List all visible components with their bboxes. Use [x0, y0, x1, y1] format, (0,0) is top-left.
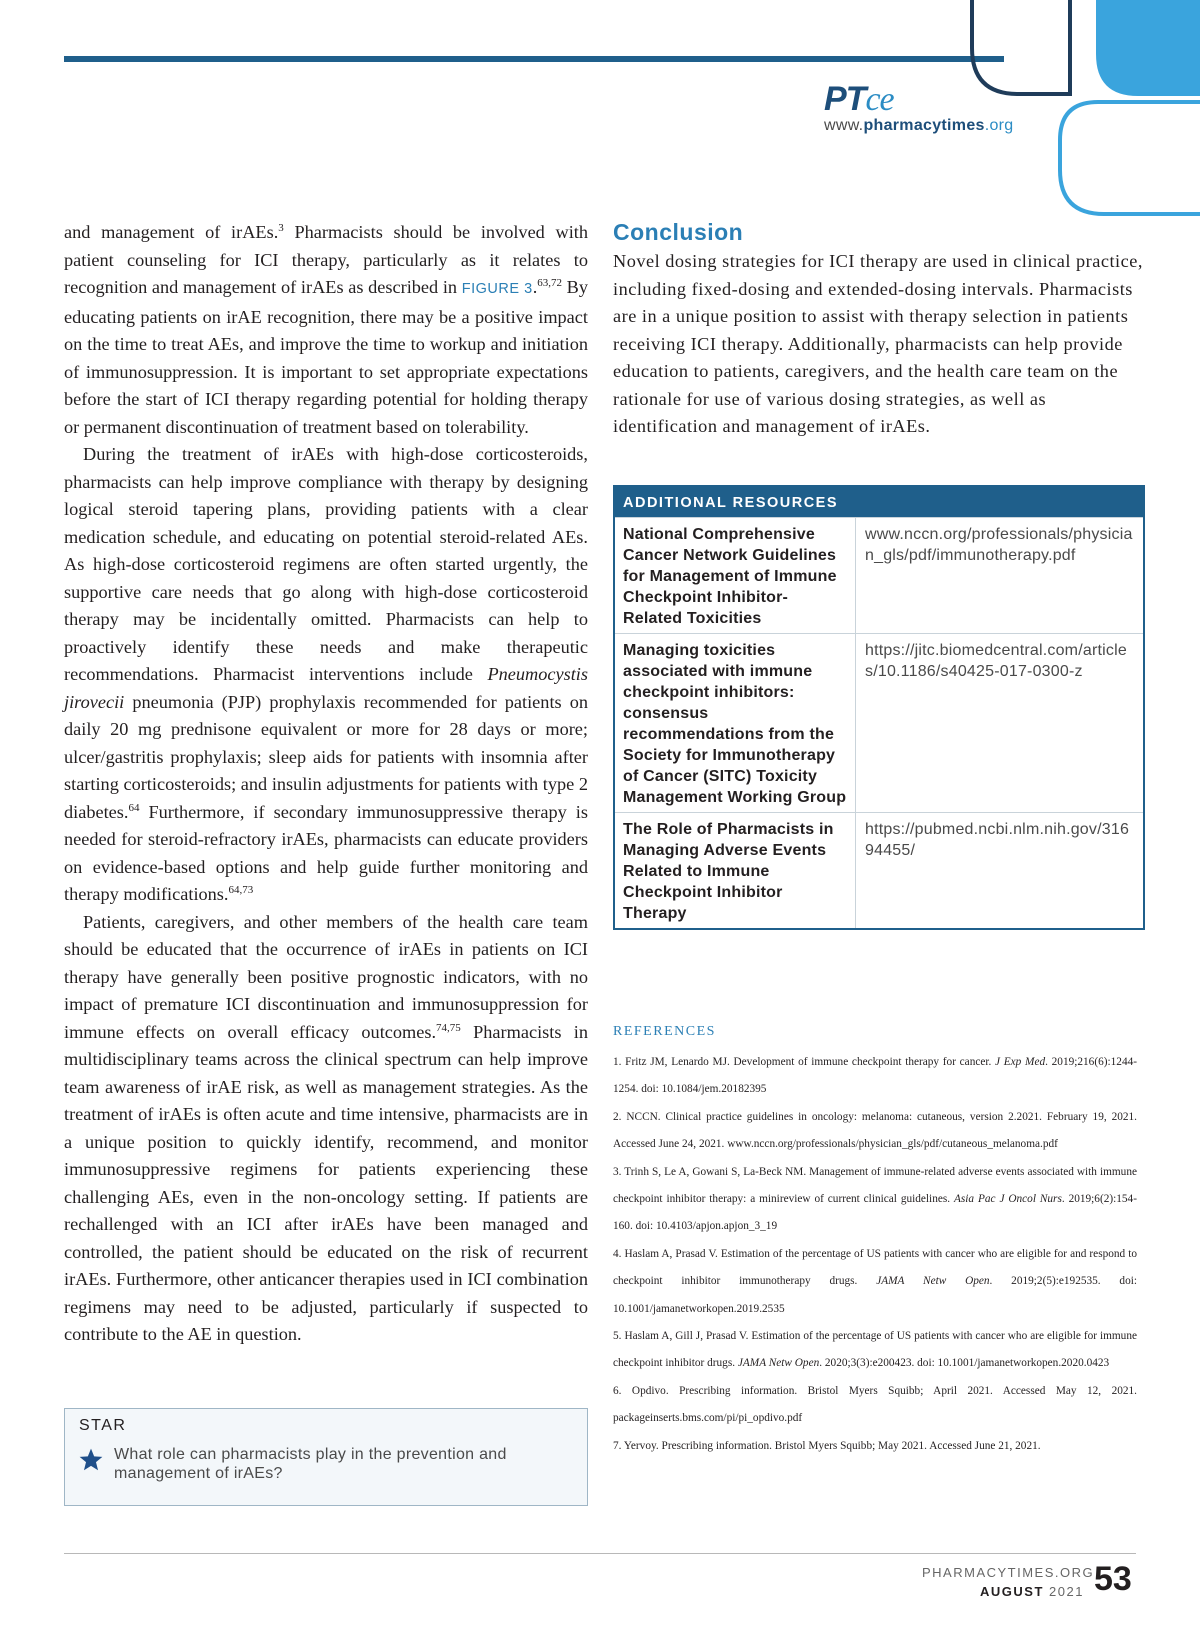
footer-issue-date	[980, 1584, 1084, 1599]
reference-text: . 2020;3(3):e200423. doi: 10.1001/jamanetworkopen.2020.0423	[819, 1357, 1110, 1370]
p2-italic-term: Pneumocystis jirovecii	[64, 664, 588, 712]
p1-text-4: By educating patients on irAE recognition, there may be a positive impact on the time to treat AEs, and improve the time to workup and initiation of immunosuppression. It is important to set appropriate expectations before the start of ICI therapy regarding potential for holding therapy or permanent discontinuation of treatment based on tolerability.	[64, 277, 589, 437]
reference-journal: J Exp Med	[995, 1056, 1046, 1068]
references-list	[613, 1049, 1137, 1460]
paragraph-1	[64, 219, 588, 441]
resource-row	[615, 633, 1143, 812]
resource-name: Managing toxicities associated with immune checkpoint inhibitors: consensus recommendations from the Society for Immunotherapy of Cancer (SITC) Toxicity Management Working Group	[615, 634, 856, 812]
reference-text: 5. Haslam A, Gill J, Prasad V. Estimation of the percentage of US patients with cancer who are eligible for immune checkpoint inhibitor drugs.	[613, 1330, 1137, 1370]
pharmacy-times-logo	[824, 80, 1014, 135]
citation: 63,72	[537, 276, 563, 289]
reference-text: 6. Opdivo. Prescribing information. Bristol Myers Squibb; April 2021. Accessed May 12, 2021. packageinserts.bms.com/pi/pi_opdivo.pdf	[613, 1384, 1137, 1425]
reference-text: . 2019;6(2):154-160. doi: 10.4103/apjon.apjon_3_19	[613, 1193, 1137, 1233]
resource-row	[615, 517, 1143, 633]
p1-text-3: .	[532, 277, 538, 297]
reference-text: 4. Haslam A, Prasad V. Estimation of the percentage of US patients with cancer who are eligible for and respond to checkpoint inhibitor immunotherapy drugs.	[613, 1247, 1137, 1288]
star-box-title: STAR	[79, 1417, 127, 1434]
logo-mark-pt: PT	[824, 80, 866, 118]
footer-site: PHARMACYTIMES.ORG	[922, 1565, 1095, 1580]
citation: 64	[128, 801, 140, 814]
reference-text: 1. Fritz JM, Lenardo MJ. Development of immune checkpoint therapy for cancer.	[613, 1056, 996, 1068]
resource-url-link[interactable]: https://jitc.biomedcentral.com/articles/10.1186/s40425-017-0300-z	[865, 642, 1127, 680]
reference-item	[613, 1049, 1137, 1104]
logo-url-name: pharmacytimes	[863, 117, 985, 134]
p1-text-1: and management of irAEs.	[64, 222, 279, 242]
reference-item	[613, 1104, 1137, 1159]
reference-item	[613, 1378, 1137, 1433]
p2-text-1: During the treatment of irAEs with high-dose corticosteroids, pharmacists can help improve compliance with therapy by designing logical steroid tapering plans, providing patients with a clear medication schedule, and educating on potential steroid-related AEs. As high-dose corticosteroid regimens are often started urgently, the supportive care needs that go along with high-dose corticosteroid therapy may be incidentally omitted. Pharmacists can help to proactively identify these needs and make therapeutic recommendations. Pharmacist interventions include	[64, 444, 588, 684]
paragraph-2	[64, 441, 588, 909]
right-column	[613, 219, 1143, 441]
footer-rule	[64, 1553, 1136, 1554]
references-heading: REFERENCES	[613, 1024, 716, 1039]
reference-item	[613, 1159, 1137, 1241]
star-box-question: What role can pharmacists play in the prevention and management of irAEs?	[114, 1446, 507, 1482]
reference-item	[613, 1323, 1137, 1378]
logo-mark	[824, 80, 1014, 119]
footer-year: 2021	[1049, 1584, 1084, 1599]
conclusion-text: Novel dosing strategies for ICI therapy are used in clinical practice, including fixed-dosing and extended-dosing intervals. Pharmacists are in a unique position to assist with therapy selection in patients receiving ICI therapy. Additionally, pharmacists can help provide education to patients, caregivers, and the health care team on the rationale for use of various dosing strategies, as well as identification and management of irAEs.	[613, 251, 1143, 436]
p1-text-2: Pharmacists should be involved with patient counseling for ICI therapy, particularly as it relates to recognition and management of irAEs as described in	[64, 222, 589, 297]
left-column	[64, 219, 588, 1349]
star-icon	[78, 1447, 104, 1473]
resource-row	[615, 812, 1143, 928]
reference-item	[613, 1241, 1137, 1323]
reference-text: 3. Trinh S, Le A, Gowani S, La-Beck NM. Management of immune-related adverse events associated with immune checkpoint inhibitor therapy: a minireview of current clinical guidelines.	[613, 1165, 1137, 1206]
p3-text-1: Patients, caregivers, and other members of the health care team should be educated that the occurrence of irAEs in patients on ICI therapy have generally been positive prognostic indicators, with no impact of premature ICI discontinuation and immunosuppression for immune effects on overall efficacy outcomes.	[64, 911, 588, 1042]
resource-name: National Comprehensive Cancer Network Guidelines for Management of Immune Checkpoint Inhibitor-Related Toxicities	[615, 518, 856, 633]
reference-text: . 2019;216(6):1244-1254. doi: 10.1084/jem.20182395	[613, 1056, 1138, 1096]
header-rule	[64, 56, 1004, 62]
logo-url[interactable]	[824, 117, 1014, 135]
additional-resources-table	[613, 485, 1145, 930]
logo-url-www: www.	[824, 117, 864, 134]
conclusion-heading: Conclusion	[613, 219, 744, 245]
paragraph-3	[64, 909, 588, 1349]
logo-url-tld: .org	[984, 117, 1014, 134]
reference-journal: JAMA Netw Open	[737, 1357, 820, 1370]
p2-text-3: Furthermore, if secondary immunosuppressive therapy is needed for steroid-refractory irAEs, pharmacists can educate providers on evidence-based options and help guide further monitoring and therapy modifications.	[64, 801, 588, 904]
reference-journal: Asia Pac J Oncol Nurs	[953, 1193, 1062, 1206]
reference-text: . 2019;2(5):e192535. doi: 10.1001/jamanetworkopen.2019.2535	[613, 1275, 1137, 1315]
reference-text: 7. Yervoy. Prescribing information. Bristol Myers Squibb; May 2021. Accessed June 21, 2021.	[613, 1439, 1041, 1452]
citation: 3	[278, 221, 284, 234]
reference-journal: JAMA Netw Open	[876, 1275, 990, 1288]
star-callout-box	[64, 1408, 588, 1506]
citation: 64,73	[228, 883, 254, 896]
p2-text-2: pneumonia (PJP) prophylaxis recommended for patients on daily 20 mg prednisone equivalent or more for 28 days or more; ulcer/gastritis prophylaxis; sleep aids for patients with insomnia after starting corticosteroids; and insulin adjustments for patients with type 2 diabetes.	[64, 691, 588, 822]
resource-url-link[interactable]: https://pubmed.ncbi.nlm.nih.gov/31694455/	[865, 821, 1130, 859]
reference-item	[613, 1433, 1137, 1460]
p3-text-2: Pharmacists in multidisciplinary teams across the clinical spectrum can help improve team awareness of irAE risk, as well as management strategies. As the treatment of irAEs is often acute and time intensive, pharmacists are in a unique position to quickly identify, recommend, and monitor immunosuppressive regimens for patients experiencing these challenging AEs, even in the non-oncology setting. If patients are rechallenged with an ICI after irAEs have been managed and controlled, the patient should be educated on the risk of recurrent irAEs. Furthermore, other anticancer therapies used in ICI combination regimens may need to be adjusted, particularly if suspected to contribute to the AE in question.	[64, 1021, 588, 1344]
logo-mark-ce: ce	[865, 81, 894, 118]
resource-name: The Role of Pharmacists in Managing Adverse Events Related to Immune Checkpoint Inhibitor Therapy	[615, 813, 856, 928]
reference-text: 2. NCCN. Clinical practice guidelines in oncology: melanoma: cutaneous, version 2.2021. February 19, 2021. Accessed June 24, 2021. www.nccn.org/professionals/physician_gls/pdf/cutaneous_melanoma.pdf	[613, 1110, 1137, 1151]
resources-heading: ADDITIONAL RESOURCES	[615, 487, 1143, 517]
figure-reference-link[interactable]: FIGURE 3	[461, 281, 533, 297]
page-number: 53	[1094, 1560, 1132, 1598]
resource-url-link[interactable]: www.nccn.org/professionals/physician_gls/pdf/immunotherapy.pdf	[865, 526, 1133, 564]
footer-month: AUGUST	[980, 1584, 1044, 1599]
citation: 74,75	[436, 1021, 461, 1034]
